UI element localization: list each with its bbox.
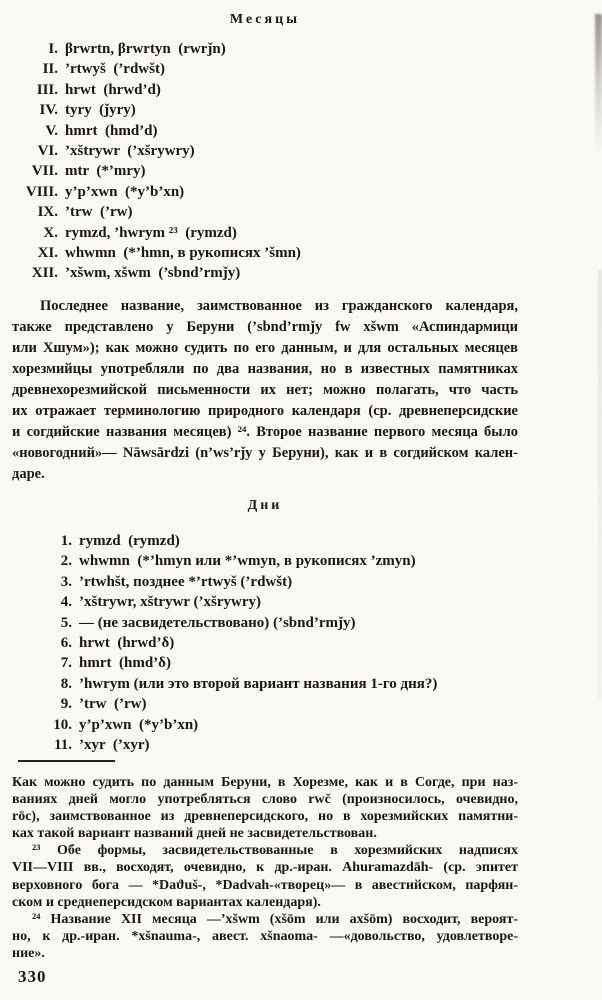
footnote-line: ²⁴ Название XII месяца —’xšwm (xšōm или axšōm) восходит, вероят- (32, 911, 518, 927)
footnote-separator-rule (18, 760, 115, 762)
month-item (12, 202, 518, 222)
month-item-number: IX. (37, 204, 58, 221)
paragraph-line: «новогодний»— Nāwsārdzi (n’ws’rǰy у Беруни), как и в согдийском кален- (12, 445, 518, 461)
footnote-line: rōc), заимствованное из древнеперсидского, но в хорезмийских памятни- (12, 809, 518, 825)
day-item-number: 5. (60, 614, 72, 631)
month-item-number: II. (42, 61, 58, 78)
month-item (12, 223, 518, 243)
day-item-text: y’p’xwn (*y’b’xn) (79, 716, 199, 733)
footnote-line: ²³ Обе формы, засвидетельствованные в хорезмийских надписях (32, 843, 518, 859)
month-item-number: III. (36, 81, 58, 98)
month-item-text: y’p’xwn (*y’b’xn) (65, 183, 185, 200)
paragraph-line: древнехорезмийской письменности их нет; можно полагать, что часть (12, 382, 518, 398)
month-item-text: whwmn (*’hmn, в рукописях ’šmn) (65, 245, 301, 262)
footnote-line: VII—VIII вв., восходят, очевидно, к др.-иран. Ahuramazdāh- (ср. эпитет (12, 860, 518, 876)
day-item-number: 3. (60, 573, 72, 590)
month-item (12, 141, 518, 161)
days-list (12, 531, 518, 755)
paragraph-line: и согдийские названия месяцев) ²⁴. Второе название первого месяца было (12, 424, 518, 440)
month-item (12, 182, 518, 202)
day-item (12, 653, 518, 673)
day-item (12, 613, 518, 633)
day-item-number: 11. (54, 737, 72, 754)
month-item (12, 161, 518, 181)
months-heading: Месяцы (229, 12, 301, 27)
month-item (12, 263, 518, 283)
footnote-line: ках такой вариант названий дней не засвидетельствован. (12, 826, 377, 842)
month-item-number: I. (48, 41, 58, 57)
day-item (12, 715, 518, 735)
day-item (12, 735, 518, 755)
footnote-line: ваниях дней могло употребляться слово rwč (произносилось, очевидно, (12, 792, 518, 808)
day-item-text: — (не засвидетельствовано) (’sbnd’rmǰy) (79, 614, 356, 631)
month-item-text: mtr (*’mry) (65, 163, 146, 180)
month-item-number: VII. (31, 163, 58, 180)
month-item (12, 59, 518, 79)
day-item-number: 4. (60, 594, 72, 611)
paragraph-line: хорезмийцы употребляли по два названия, но в известных памятниках (12, 361, 518, 377)
scan-edge-shadow (598, 270, 602, 700)
month-item-text: hrwt (hrwd’d) (65, 81, 161, 98)
day-item-number: 10. (53, 716, 72, 733)
day-item-text: ’trw (’rw) (79, 696, 147, 713)
day-item-text: ’xyr (’xyr) (79, 737, 150, 754)
day-item-text: whwmn (*’hmyn или *’wmyn, в рукописях ’zmyn) (79, 553, 416, 570)
main-paragraph (12, 296, 518, 485)
day-item-number: 6. (60, 635, 72, 652)
footnote-line: Как можно судить по данным Беруни, в Хорезме, как и в Согде, при наз- (12, 775, 518, 790)
day-item (12, 694, 518, 714)
day-item (12, 592, 518, 612)
footnotes-block (12, 774, 518, 962)
month-item (12, 121, 518, 141)
footnote-line: ние». (12, 945, 45, 961)
paragraph-line: их отражает терминологию природного календаря (ср. древнеперсидские (12, 403, 518, 419)
day-item-text: ’rtwhšt, позднее *’rtwyš (’rdwšt) (79, 573, 293, 590)
month-item-number: XI. (37, 245, 58, 262)
day-item (12, 633, 518, 653)
month-item (12, 100, 518, 120)
day-item (12, 674, 518, 694)
day-item-number: 7. (60, 655, 72, 672)
page-number: 330 (18, 967, 47, 986)
paragraph-line: Последнее название, заимствованное из гражданского календаря, (40, 298, 518, 314)
day-item-text: hrwt (hrwd’δ) (79, 635, 175, 652)
day-item-number: 1. (60, 533, 72, 549)
footnote-line: но, к др.-иран. *xšnauma-, авест. xšnaoma- —«довольство, удовлетворе- (12, 928, 518, 944)
footnote-1 (12, 842, 518, 910)
month-item-text: βrwrtn, βrwrtyn (rwrǰn) (65, 41, 226, 57)
day-item-number: 2. (60, 553, 72, 570)
month-item-text: ’rtwyš (’rdwšt) (65, 61, 165, 78)
day-item-text: ’xštrywr, xštrywr (’xšrywry) (79, 594, 262, 611)
month-item-number: VI. (37, 143, 58, 160)
day-item-number: 8. (60, 675, 72, 692)
day-item (12, 551, 518, 571)
month-item-number: X. (43, 224, 58, 241)
month-item-number: XII. (31, 265, 58, 282)
month-item-text: ’xšwm, xšwm (’sbnd’rmǰy) (65, 265, 241, 282)
day-item-text: hmrt (hmd’δ) (79, 655, 171, 672)
days-heading: Дни (247, 498, 283, 513)
month-item (12, 80, 518, 100)
paragraph-line: или Хшум»); как можно судить по его данным, и для остальных месяцев (12, 340, 518, 356)
month-item-number: V. (45, 122, 58, 139)
month-item-text: tyry (ǰyry) (65, 102, 136, 119)
day-item (12, 531, 518, 551)
month-item-text: rymzd, ’hwrym ²³ (rymzd) (65, 224, 237, 241)
day-item-number: 9. (60, 696, 72, 713)
footnote-2 (12, 911, 518, 962)
month-item-number: VIII. (25, 183, 58, 200)
month-item (12, 243, 518, 263)
scan-edge-smudge (595, 14, 602, 154)
month-item-number: IV. (39, 102, 58, 119)
footnote-line: верховного бога — *Daϑuš-, *Dadvah-«творец»— в авестийском, парфян- (12, 877, 518, 893)
month-item-text: ’trw (’rw) (65, 204, 133, 221)
month-item-text: ’xštrywr (’xšrywry) (65, 143, 195, 160)
day-item-text: rymzd (rymzd) (79, 533, 180, 549)
footnote-0 (12, 774, 518, 842)
footnote-line: ском и среднеперсидском вариантах календаря). (12, 894, 321, 910)
months-list (12, 39, 518, 284)
month-item (12, 39, 518, 59)
day-item-text: ’hwrym (или это второй вариант названия 1-го дня?) (79, 675, 438, 692)
paragraph-line: даре. (12, 466, 45, 482)
day-item (12, 572, 518, 592)
month-item-text: hmrt (hmd’d) (65, 122, 158, 139)
paragraph-line: также представлено у Беруни (’sbnd’rmǰy fw xšwm «Аспиндармици (12, 319, 518, 335)
